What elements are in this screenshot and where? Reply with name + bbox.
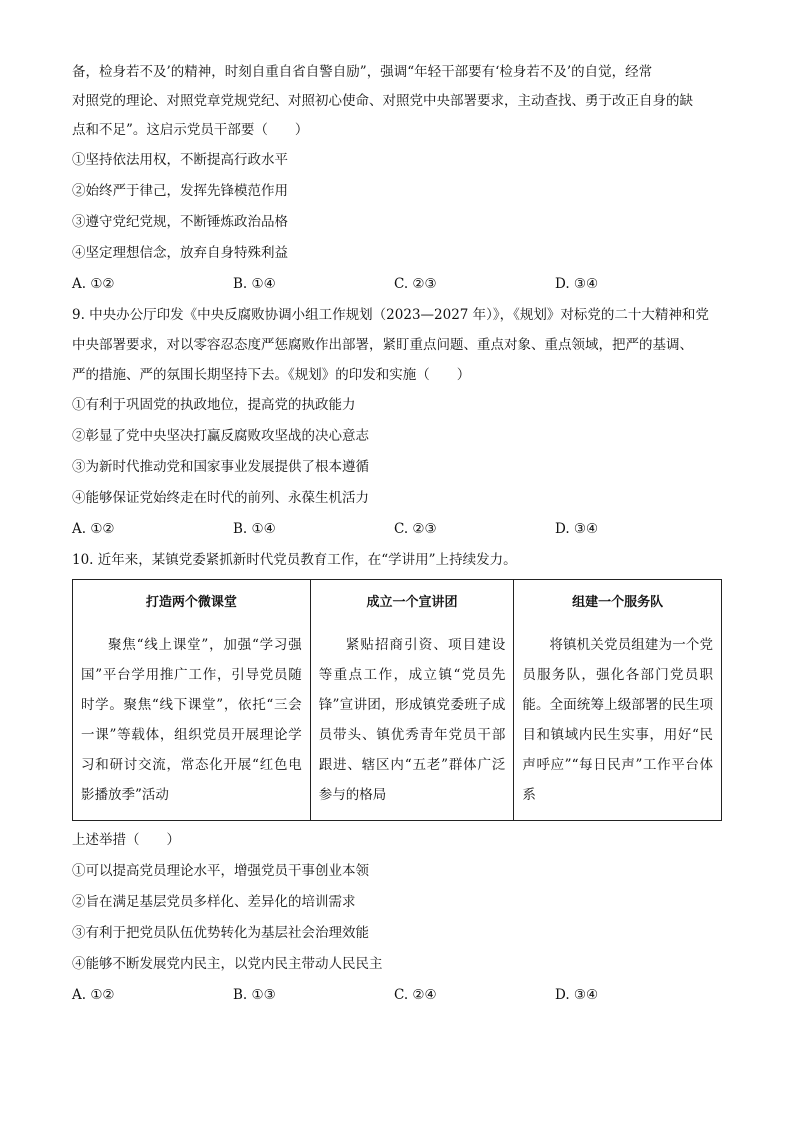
q10-option: ④能够不断发展党内民主，以党内民主带动人民民主 [72, 956, 383, 972]
q10-option: ②旨在满足基层党员多样化、差异化的培训需求 [72, 894, 356, 910]
q8-choices [72, 269, 724, 300]
q8-choice-c: C. ②③ [394, 276, 437, 292]
q9-stem-line: 中央部署要求，对以零容忍态度严惩腐败作出部署，紧盯重点问题、重点对象、重点领域，把严的基调、 [72, 337, 693, 353]
table-body-text: 紧贴招商引资、项目建设等重点工作，成立镇“党员先锋”宣讲团，形成镇党委班子成员带头、镇优秀青年党员干部跟进、辖区内“五老”群体广泛参与的格局 [318, 637, 506, 803]
q8-choice-a: A. ①② [72, 276, 115, 292]
q8-option: ②始终严于律己，发挥先锋模范作用 [72, 183, 288, 199]
q8-choice-d: D. ③④ [555, 276, 599, 292]
table-cell-lecture-group [310, 580, 514, 821]
table-cell-service-team [514, 580, 722, 821]
table-cell-classroom [73, 580, 311, 821]
q9-option: ④能够保证党始终走在时代的前列、永葆生机活力 [72, 490, 369, 506]
question-8 [72, 58, 724, 300]
q10-follow: 上述举措（ ） [72, 832, 180, 848]
q9-choice-b: B. ①④ [233, 521, 276, 537]
q9-option: ②彰显了党中央坚决打赢反腐败攻坚战的决心意志 [72, 428, 369, 444]
q8-choice-b: B. ①④ [233, 276, 276, 292]
q10-choice-d: D. ③④ [555, 987, 599, 1003]
q10-choice-c: C. ②④ [394, 987, 437, 1003]
question-9 [72, 300, 724, 545]
q9-stem-line: 9. 中央办公厅印发《中央反腐败协调小组工作规划（2023—2027 年）》，《规划》对标党的二十大精神和党 [72, 307, 709, 323]
table-header: 组建一个服务队 [572, 595, 664, 610]
q9-choice-c: C. ②③ [394, 521, 437, 537]
q10-choices [72, 980, 724, 1011]
q9-option: ①有利于巩固党的执政地位，提高党的执政能力 [72, 397, 356, 413]
table-body-text: 将镇机关党员组建为一个党员服务队，强化各部门党员职能。全面统筹上级部署的民生项目和镇域内民生实事，用好“民声呼应”“每日民声”工作平台体系 [522, 637, 713, 803]
table-header: 打造两个微课堂 [145, 595, 237, 610]
q10-choice-a: A. ①② [72, 987, 115, 1003]
q10-material-table [72, 579, 722, 821]
q10-option: ①可以提高党员理论水平，增强党员干事创业本领 [72, 863, 369, 879]
table-body-text: 聚焦“线上课堂”，加强“学习强国”平台学用推广工作，引导党员随时学。聚焦“线下课堂”，依托“三会一课”等载体，组织党员开展理论学习和研讨交流，常态化开展“红色电影播放季”活动 [81, 637, 302, 803]
table-header: 成立一个宣讲团 [366, 595, 458, 610]
q10-stem: 10. 近年来，某镇党委紧抓新时代党员教育工作，在“学讲用”上持续发力。 [72, 552, 517, 568]
q8-option: ④坚定理想信念，放弃自身特殊利益 [72, 245, 288, 261]
exam-page [72, 58, 724, 1011]
question-10 [72, 545, 724, 1011]
q9-choice-a: A. ①② [72, 521, 115, 537]
q9-choice-d: D. ③④ [555, 521, 599, 537]
q8-stem-line: 对照党的理论、对照党章党规党纪、对照初心使命、对照党中央部署要求，主动查找、勇于改正自身的缺 [72, 93, 693, 109]
q8-option: ③遵守党纪党规，不断锤炼政治品格 [72, 214, 288, 230]
q10-choice-b: B. ①③ [233, 987, 276, 1003]
q9-choices [72, 514, 724, 545]
q10-option: ③有利于把党员队伍优势转化为基层社会治理效能 [72, 925, 369, 941]
q9-option: ③为新时代推动党和国家事业发展提供了根本遵循 [72, 459, 369, 475]
q8-stem-line: 备，检身若不及’的精神，时刻自重自省自警自励”，强调“年轻干部要有‘检身若不及’的自觉，经常 [72, 64, 653, 80]
q9-stem-line: 严的措施、严的氛围长期坚持下去。《规划》的印发和实施（ ） [72, 367, 471, 383]
q8-option: ①坚持依法用权，不断提高行政水平 [72, 152, 288, 168]
q8-stem-line: 点和不足”。这启示党员干部要（ ） [72, 122, 309, 138]
